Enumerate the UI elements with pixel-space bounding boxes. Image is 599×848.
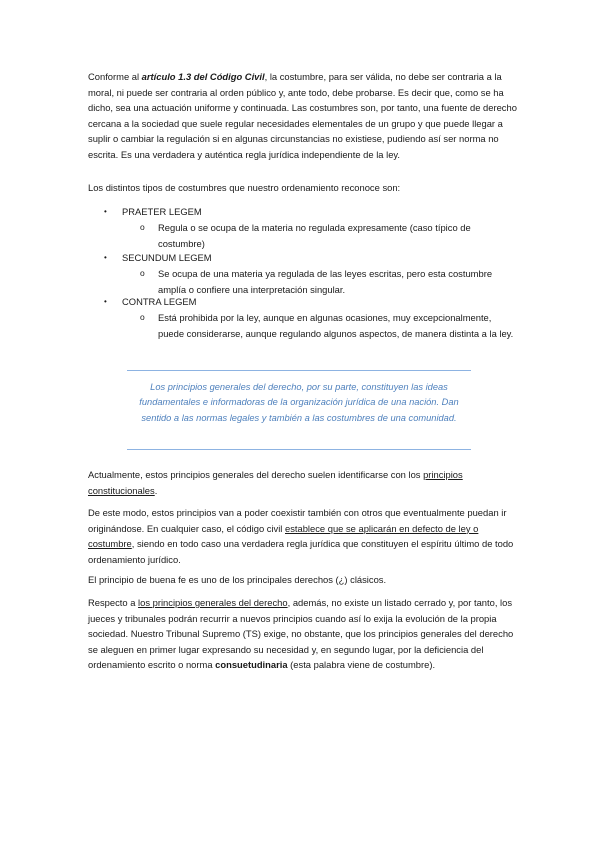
underlined-link[interactable]: establece que se aplicarán en defecto de ley o costumbre bbox=[88, 522, 479, 550]
article-reference: artículo 1.3 del Código Civil bbox=[141, 71, 265, 82]
sub-bullet-icon: o bbox=[140, 312, 145, 322]
paragraph-text: (esta palabra viene de costumbre). bbox=[287, 659, 436, 671]
paragraph-types-intro: Los distintos tipos de costumbres que nuestro ordenamiento reconoce son: bbox=[88, 182, 401, 193]
paragraph-text: , la costumbre, para ser válida, no debe ser contraria a la moral, ni puede ser contraria al orden público y, ante todo, debe probarse. Es decir que, como se ha dicho, sea una actuación uniforme y continuada. Las costumbres son, por tanto, una fuente de derecho cercana a la sociedad que suele regular necesidades elementales de un grupo y que puede llegar a suplir o cambiar la regulación si en algunas circunstancias no existiese, pudiendo así ser norma no escrita. Es una verdadera y auténtica regla jurídica independiente de la ley. bbox=[88, 71, 517, 160]
quote-bottom-rule bbox=[127, 449, 471, 450]
quote-top-rule bbox=[127, 370, 471, 371]
sub-bullet-icon: o bbox=[140, 268, 145, 278]
list-item-label: SECUNDUM LEGEM bbox=[122, 252, 212, 263]
paragraph-text: , siendo en todo caso una verdadera regla jurídica que constituyen el espíritu último de todo ordenamiento jurídico. bbox=[88, 538, 514, 565]
sub-bullet-icon: o bbox=[140, 222, 145, 232]
paragraph-text: De este modo, estos principios van a poder coexistir también con otros que eventualmente puedan ir originándose. En cualquier caso, el código civil bbox=[88, 507, 507, 534]
list-item-description: Se ocupa de una materia ya regulada de las leyes escritas, pero esta costumbre amplía o confiere una interpretación singular. bbox=[158, 268, 493, 295]
underlined-link[interactable]: principios constitucionales bbox=[88, 469, 463, 496]
paragraph-text: Conforme al bbox=[88, 71, 142, 82]
paragraph-constitutional bbox=[88, 467, 518, 498]
bullet-icon: • bbox=[104, 207, 107, 216]
paragraph-good-faith: El principio de buena fe es uno de los principales derechos (¿) clásicos. bbox=[88, 574, 387, 585]
list-item-description: Regula o se ocupa de la materia no regulada expresamente (caso típico de costumbre) bbox=[158, 222, 471, 249]
paragraph-supreme-court bbox=[88, 595, 518, 673]
list-item-label: CONTRA LEGEM bbox=[122, 296, 197, 307]
paragraph-text: . bbox=[154, 484, 158, 496]
underlined-link[interactable]: los principios generales del derecho bbox=[138, 597, 288, 608]
paragraph-text: Respecto a bbox=[88, 597, 139, 608]
bold-term: consuetudinaria bbox=[215, 659, 288, 671]
bullet-icon: • bbox=[104, 297, 107, 306]
bullet-icon: • bbox=[104, 253, 107, 262]
paragraph-text: Actualmente, estos principios generales del derecho suelen identificarse con los bbox=[88, 469, 424, 480]
list-item-label: PRAETER LEGEM bbox=[122, 206, 202, 217]
paragraph-text: , además, no existe un listado cerrado y, por tanto, los jueces y tribunales podrán recurrir a nuevos principios cuando así lo exija la evolución de la propia sociedad. Nuestro Tribunal Supremo (TS) exige, no obstante, que los principios generales del derecho se aleguen en primer lugar expresando su necesidad y, en segundo lugar, por la deficiencia del ordenamiento escrito o norma bbox=[88, 597, 514, 671]
intense-quote: Los principios generales del derecho, por su parte, constituyen las ideas fundamentales e informadoras de la organización jurídica de una nación. Dan sentido a las normas legales y también a las costumbres de una comunidad. bbox=[139, 382, 459, 423]
list-item-description: Está prohibida por la ley, aunque en algunas ocasiones, muy excepcionalmente, puede considerarse, aunque regulando algunos aspectos, de manera distinta a la ley. bbox=[158, 312, 514, 339]
paragraph-custom-definition bbox=[88, 69, 518, 163]
paragraph-coexist bbox=[88, 505, 518, 567]
